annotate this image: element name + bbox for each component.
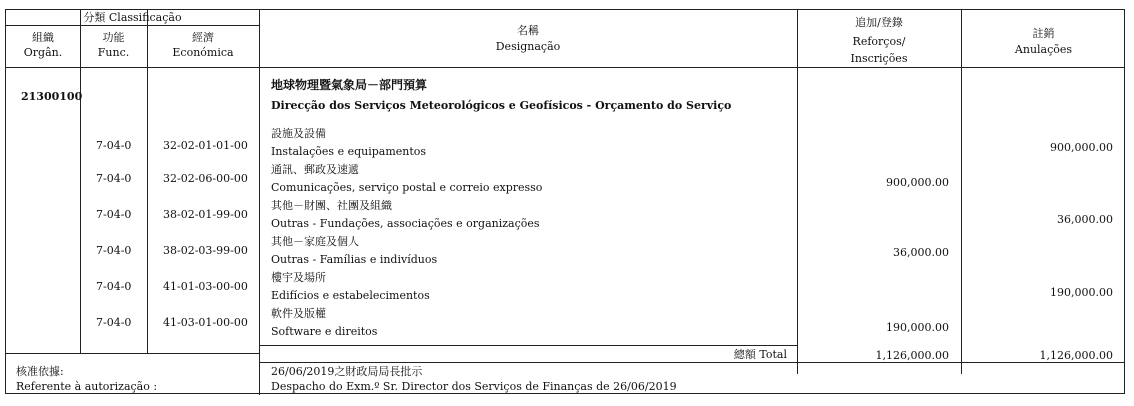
anulacoes-header-pt: Anulações — [1014, 43, 1073, 56]
organ-title-zh: 地球物理暨氣象局－部門預算 — [271, 78, 428, 92]
econ-header-zh: 經濟 — [192, 31, 214, 44]
organ-header-pt: Orgân. — [23, 46, 63, 59]
column-divider — [80, 10, 81, 353]
func-code: 7-04-0 — [96, 244, 132, 257]
column-divider — [961, 10, 962, 374]
item-name-zh: 設施及設備 — [271, 127, 326, 140]
econ-header-pt: Económica — [172, 46, 234, 59]
organ-header-zh: 組織 — [32, 31, 54, 44]
anulacao-value: 36,000.00 — [1057, 213, 1113, 226]
item-name-zh: 軟件及版權 — [271, 307, 326, 320]
reforcos-header-zh: 追加/登錄 — [855, 16, 903, 29]
total-label: 總額 Total — [733, 348, 787, 361]
item-name-pt: Instalações e equipamentos — [271, 145, 427, 158]
anulacao-value: 190,000.00 — [1050, 286, 1113, 299]
econ-code: 32-02-06-00-00 — [163, 172, 248, 185]
item-name-pt: Outras - Fundações, associações e organizações — [271, 217, 540, 230]
organ-code: 21300100 — [21, 90, 83, 103]
func-code: 7-04-0 — [96, 139, 132, 152]
econ-code: 41-01-03-00-00 — [163, 280, 248, 293]
econ-code: 41-03-01-00-00 — [163, 316, 248, 329]
func-code: 7-04-0 — [96, 172, 132, 185]
item-name-pt: Outras - Famílias e indivíduos — [271, 253, 438, 266]
item-name-zh: 通訊、郵政及速遞 — [271, 163, 359, 176]
econ-code: 32-02-01-01-00 — [163, 139, 248, 152]
authorization-label-pt: Referente à autorização : — [16, 380, 158, 393]
func-header-zh: 功能 — [102, 31, 125, 44]
classification-header: 分類 Classificação — [83, 11, 182, 24]
item-name-zh: 樓宇及場所 — [271, 271, 326, 284]
total-anulacoes: 1,126,000.00 — [1039, 349, 1113, 362]
anulacao-value: 900,000.00 — [1050, 141, 1113, 154]
item-name-pt: Edifícios e estabelecimentos — [271, 289, 430, 302]
reforcos-header-pt2: Inscrições — [850, 52, 908, 65]
reforco-value: 190,000.00 — [886, 321, 949, 334]
item-name-zh: 其他－家庭及個人 — [271, 235, 359, 248]
row-divider — [259, 345, 797, 346]
func-code: 7-04-0 — [96, 280, 132, 293]
organ-title-pt: Direcção dos Serviços Meteorológicos e Geofísicos - Orçamento do Serviço — [271, 99, 732, 112]
designation-header-pt: Designação — [495, 40, 561, 53]
econ-code: 38-02-01-99-00 — [163, 208, 248, 221]
item-name-pt: Comunicações, serviço postal e correio expresso — [271, 181, 543, 194]
authorization-value-zh: 26/06/2019之財政局局長批示 — [271, 365, 423, 378]
func-code: 7-04-0 — [96, 316, 132, 329]
func-code: 7-04-0 — [96, 208, 132, 221]
authorization-label-zh: 核准依據: — [16, 365, 64, 378]
reforco-value: 36,000.00 — [893, 246, 949, 259]
anulacoes-header-zh: 註銷 — [1032, 27, 1055, 40]
total-reforcos: 1,126,000.00 — [875, 349, 949, 362]
item-name-zh: 其他－財團、社團及組織 — [271, 199, 392, 212]
column-divider — [147, 10, 148, 353]
designation-header-zh: 名稱 — [517, 24, 539, 37]
row-divider — [6, 67, 1124, 68]
budget-table — [5, 9, 1125, 394]
func-header-pt: Func. — [97, 46, 130, 59]
row-divider — [6, 25, 259, 26]
row-divider — [259, 362, 1124, 363]
item-name-pt: Software e direitos — [271, 325, 378, 338]
reforcos-header-pt1: Reforços/ — [852, 35, 906, 48]
econ-code: 38-02-03-99-00 — [163, 244, 248, 257]
authorization-value-pt: Despacho do Exm.º Sr. Director dos Serviços de Finanças de 26/06/2019 — [271, 380, 677, 393]
row-divider — [6, 353, 259, 354]
reforco-value: 900,000.00 — [886, 176, 949, 189]
